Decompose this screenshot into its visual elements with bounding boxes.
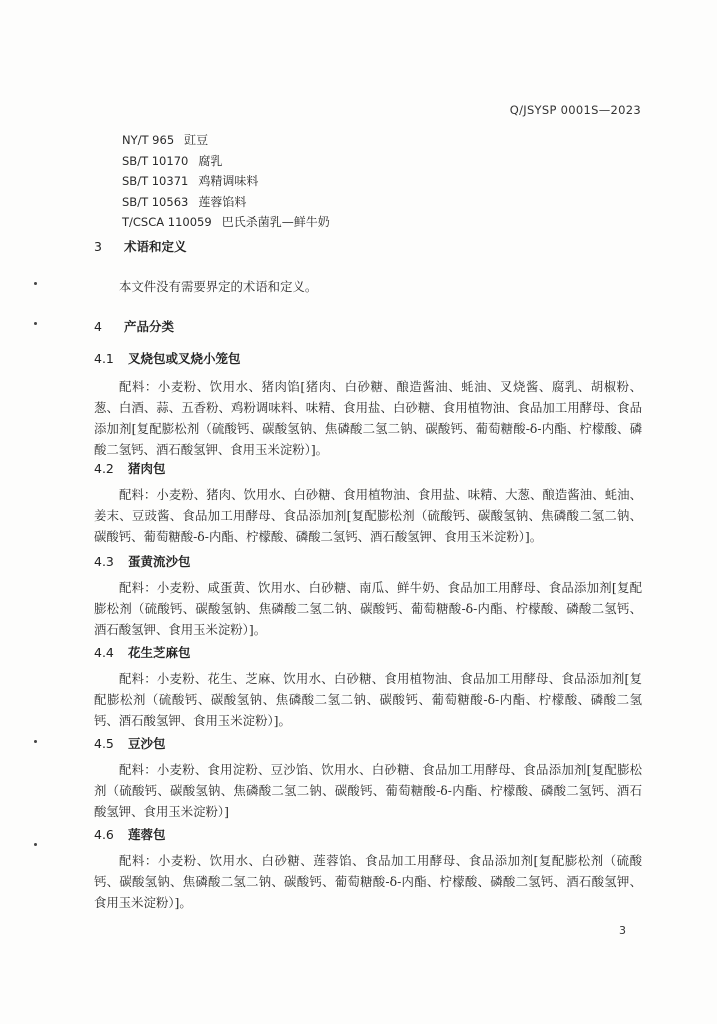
reference-title: 豇豆 (184, 133, 209, 147)
reference-item (122, 130, 330, 151)
section-number: 4 (94, 319, 102, 334)
section-title: 术语和定义 (124, 239, 187, 254)
subsection-title: 豆沙包 (128, 736, 166, 751)
subsection-4-2-text: 配料：小麦粉、猪肉、饮用水、白砂糖、食用植物油、食用盐、味精、大葱、酿造酱油、蚝油、姜末、豆豉酱、食品加工用酵母、食品添加剂[复配膨松剂（硫酸钙、碳酸氢钠、焦磷酸二氢二钠、碳酸钙、葡萄糖酸-δ-内酯、柠檬酸、磷酸二氢钙、酒石酸氢钾、食用玉米淀粉）]。 (94, 487, 642, 544)
subsection-4-1-text: 配料：小麦粉、饮用水、猪肉馅[猪肉、白砂糖、酿造酱油、蚝油、叉烧酱、腐乳、胡椒粉、葱、白酒、蒜、五香粉、鸡粉调味料、味精、食用盐、白砂糖、食用植物油、食品加工用酵母、食品添加剂[复配膨松剂（硫酸钙、碳酸氢钠、焦磷酸二氢二钠、碳酸钙、葡萄糖酸-δ-内酯、柠檬酸、磷酸二氢钙、酒石酸氢钾、食用玉米淀粉）]。 (94, 379, 642, 457)
section-heading-4 (94, 317, 174, 335)
reference-title: 莲蓉馅料 (198, 194, 247, 209)
reference-list (122, 130, 330, 233)
subsection-title: 蛋黄流沙包 (128, 554, 191, 569)
scan-speck (34, 322, 37, 325)
subsection-number: 4.3 (94, 554, 114, 569)
reference-code: SB/T 10563 (122, 194, 189, 209)
subsection-title: 叉烧包或叉烧小笼包 (128, 351, 241, 366)
reference-item (122, 171, 330, 192)
subsection-heading-4-1 (94, 349, 241, 367)
section-3-text: 本文件没有需要界定的术语和定义。 (119, 279, 318, 294)
subsection-4-6-text: 配料：小麦粉、饮用水、白砂糖、莲蓉馅、食品加工用酵母、食品添加剂[复配膨松剂（硫酸钙、碳酸氢钠、焦磷酸二氢二钠、碳酸钙、葡萄糖酸-δ-内酯、柠檬酸、磷酸二氢钙、酒石酸氢钾、食用玉米淀粉）]。 (94, 853, 642, 910)
reference-item (122, 212, 330, 233)
subsection-4-4-text: 配料：小麦粉、花生、芝麻、饮用水、白砂糖、食用植物油、食品加工用酵母、食品添加剂[复配膨松剂（硫酸钙、碳酸氢钠、焦磷酸二氢二钠、碳酸钙、葡萄糖酸-δ-内酯、柠檬酸、磷酸二氢钙、酒石酸氢钾、食用玉米淀粉）]。 (94, 671, 642, 728)
subsection-heading-4-5 (94, 734, 166, 752)
section-heading-3 (94, 237, 187, 255)
reference-item (122, 192, 330, 213)
page-number: 3 (619, 924, 626, 937)
subsection-title: 花生芝麻包 (128, 645, 191, 660)
subsection-number: 4.4 (94, 645, 114, 660)
subsection-number: 4.5 (94, 736, 114, 751)
subsection-number: 4.1 (94, 351, 114, 366)
subsection-heading-4-4 (94, 643, 191, 661)
reference-title: 巴氏杀菌乳—鲜牛奶 (221, 215, 330, 229)
reference-title: 鸡精调味料 (198, 174, 259, 188)
subsection-4-5-text: 配料：小麦粉、食用淀粉、豆沙馅、饮用水、白砂糖、食品加工用酵母、食品添加剂[复配膨松剂（硫酸钙、碳酸氢钠、焦磷酸二氢二钠、碳酸钙、葡萄糖酸-δ-内酯、柠檬酸、磷酸二氢钙、酒石酸氢钾、食用玉米淀粉）] (94, 762, 642, 819)
scan-speck (34, 740, 37, 743)
subsection-title: 莲蓉包 (128, 827, 166, 842)
scan-speck (34, 282, 37, 285)
subsection-number: 4.6 (94, 827, 114, 842)
subsection-4-3-text: 配料：小麦粉、咸蛋黄、饮用水、白砂糖、南瓜、鲜牛奶、食品加工用酵母、食品添加剂[复配膨松剂（硫酸钙、碳酸氢钠、焦磷酸二氢二钠、碳酸钙、葡萄糖酸-δ-内酯、柠檬酸、磷酸二氢钙、酒石酸氢钾、食用玉米淀粉）]。 (94, 580, 642, 637)
subsection-heading-4-2 (94, 459, 166, 477)
reference-code: T/CSCA 110059 (122, 215, 212, 229)
scan-speck (34, 843, 37, 846)
subsection-heading-4-3 (94, 552, 191, 570)
section-number: 3 (94, 239, 102, 254)
subsection-heading-4-6 (94, 825, 166, 843)
reference-code: NY/T 965 (122, 133, 175, 147)
reference-title: 腐乳 (198, 153, 223, 168)
subsection-number: 4.2 (94, 461, 114, 476)
reference-code: SB/T 10170 (122, 153, 189, 168)
section-title: 产品分类 (124, 319, 175, 334)
reference-item (122, 151, 330, 172)
reference-code: SB/T 10371 (122, 174, 189, 188)
subsection-title: 猪肉包 (128, 461, 166, 476)
document-code: Q/JSYSP 0001S—2023 (509, 103, 641, 117)
